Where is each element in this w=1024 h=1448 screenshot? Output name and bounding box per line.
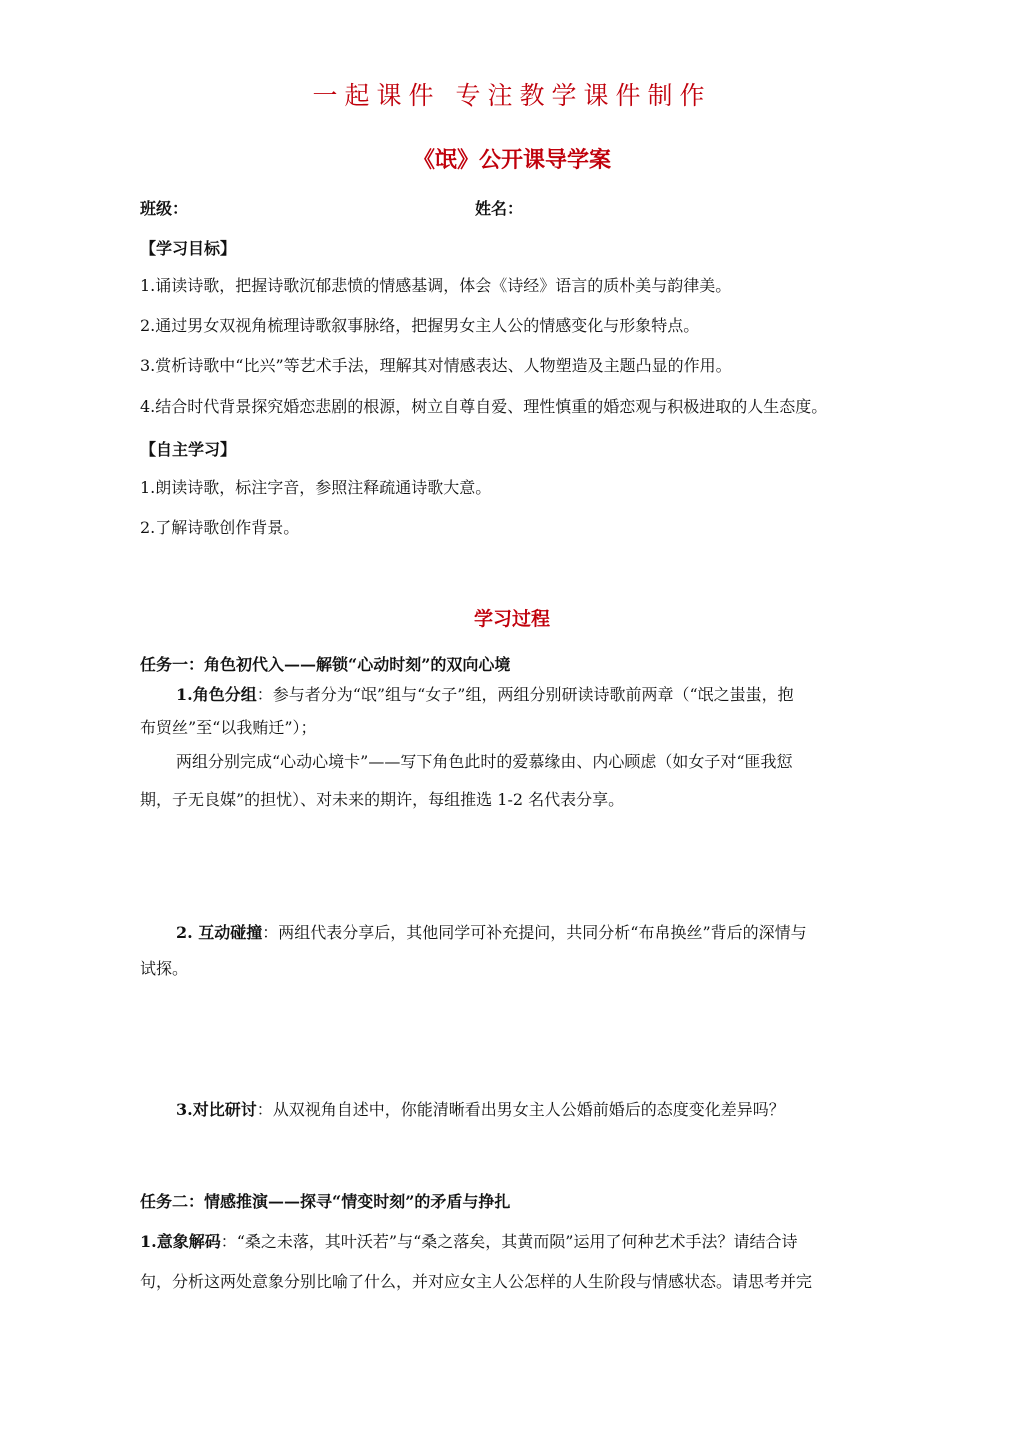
task2-item1-line1 xyxy=(140,1232,797,1252)
task2-item1-text: ：“桑之未落，其叶沃若”与“桑之落矣，其黄而陨”运用了何种艺术手法？请结合诗 xyxy=(220,1232,798,1251)
task1-item1-line4: 期，子无良媒”的担忧）、对未来的期许，每组推选 1-2 名代表分享。 xyxy=(140,790,625,809)
task2-title: 任务二：情感推演——探寻“情变时刻”的矛盾与挣扎 xyxy=(140,1192,511,1211)
task1-item1-text: ：参与者分为“氓”组与“女子”组，两组分别研读诗歌前两章（“氓之蚩蚩，抱 xyxy=(256,685,794,704)
goal-item: 3.赏析诗歌中“比兴”等艺术手法，理解其对情感表达、人物塑造及主题凸显的作用。 xyxy=(140,356,732,375)
process-title: 学习过程 xyxy=(473,608,550,630)
task1-title: 任务一：角色初代入——解锁“心动时刻”的双向心境 xyxy=(140,655,511,674)
class-label: 班级： xyxy=(140,199,189,218)
task1-item1-line3: 两组分别完成“心动心境卡”——写下角色此时的爱慕缘由、内心顾虑（如女子对“匪我愆 xyxy=(176,752,793,771)
self-study-heading: 【自主学习】 xyxy=(140,440,237,459)
goal-item: 2.通过男女双视角梳理诗歌叙事脉络，把握男女主人公的情感变化与形象特点。 xyxy=(140,316,700,335)
self-study-item: 1.朗读诗歌，标注字音，参照注释疏通诗歌大意。 xyxy=(140,478,492,497)
task1-item3-line1 xyxy=(176,1100,785,1120)
name-label: 姓名： xyxy=(475,199,524,218)
page-header: 一起课件 专注教学课件制作 xyxy=(312,81,712,110)
task1-item2-label: 2. 互动碰撞 xyxy=(176,923,263,942)
task1-item3-label: 3.对比研讨 xyxy=(176,1100,257,1119)
task2-item1-label: 1.意象解码 xyxy=(140,1232,221,1251)
task2-item1-line2: 句，分析这两处意象分别比喻了什么，并对应女主人公怎样的人生阶段与情感状态。请思考并完 xyxy=(140,1272,813,1291)
task1-item1-line2: 布贸丝”至“以我贿迁”）； xyxy=(140,718,317,737)
goal-item: 1.诵读诗歌，把握诗歌沉郁悲愤的情感基调，体会《诗经》语言的质朴美与韵律美。 xyxy=(140,276,732,295)
task1-item1-label: 1.角色分组 xyxy=(176,685,257,704)
task1-item2-line2: 试探。 xyxy=(140,959,189,978)
task1-item2-text: ：两组代表分享后，其他同学可补充提问，共同分析“布帛换丝”背后的深情与 xyxy=(262,923,807,942)
goals-heading: 【学习目标】 xyxy=(140,239,237,258)
task1-item1-line1 xyxy=(176,685,794,705)
task1-item2-line1 xyxy=(176,923,807,943)
self-study-item: 2.了解诗歌创作背景。 xyxy=(140,518,300,537)
task1-item3-text: ：从双视角自述中，你能清晰看出男女主人公婚前婚后的态度变化差异吗？ xyxy=(256,1100,785,1119)
goal-item: 4.结合时代背景探究婚恋悲剧的根源，树立自尊自爱、理性慎重的婚恋观与积极进取的人生态度。 xyxy=(140,397,828,416)
page-title: 《氓》公开课导学案 xyxy=(412,147,611,173)
